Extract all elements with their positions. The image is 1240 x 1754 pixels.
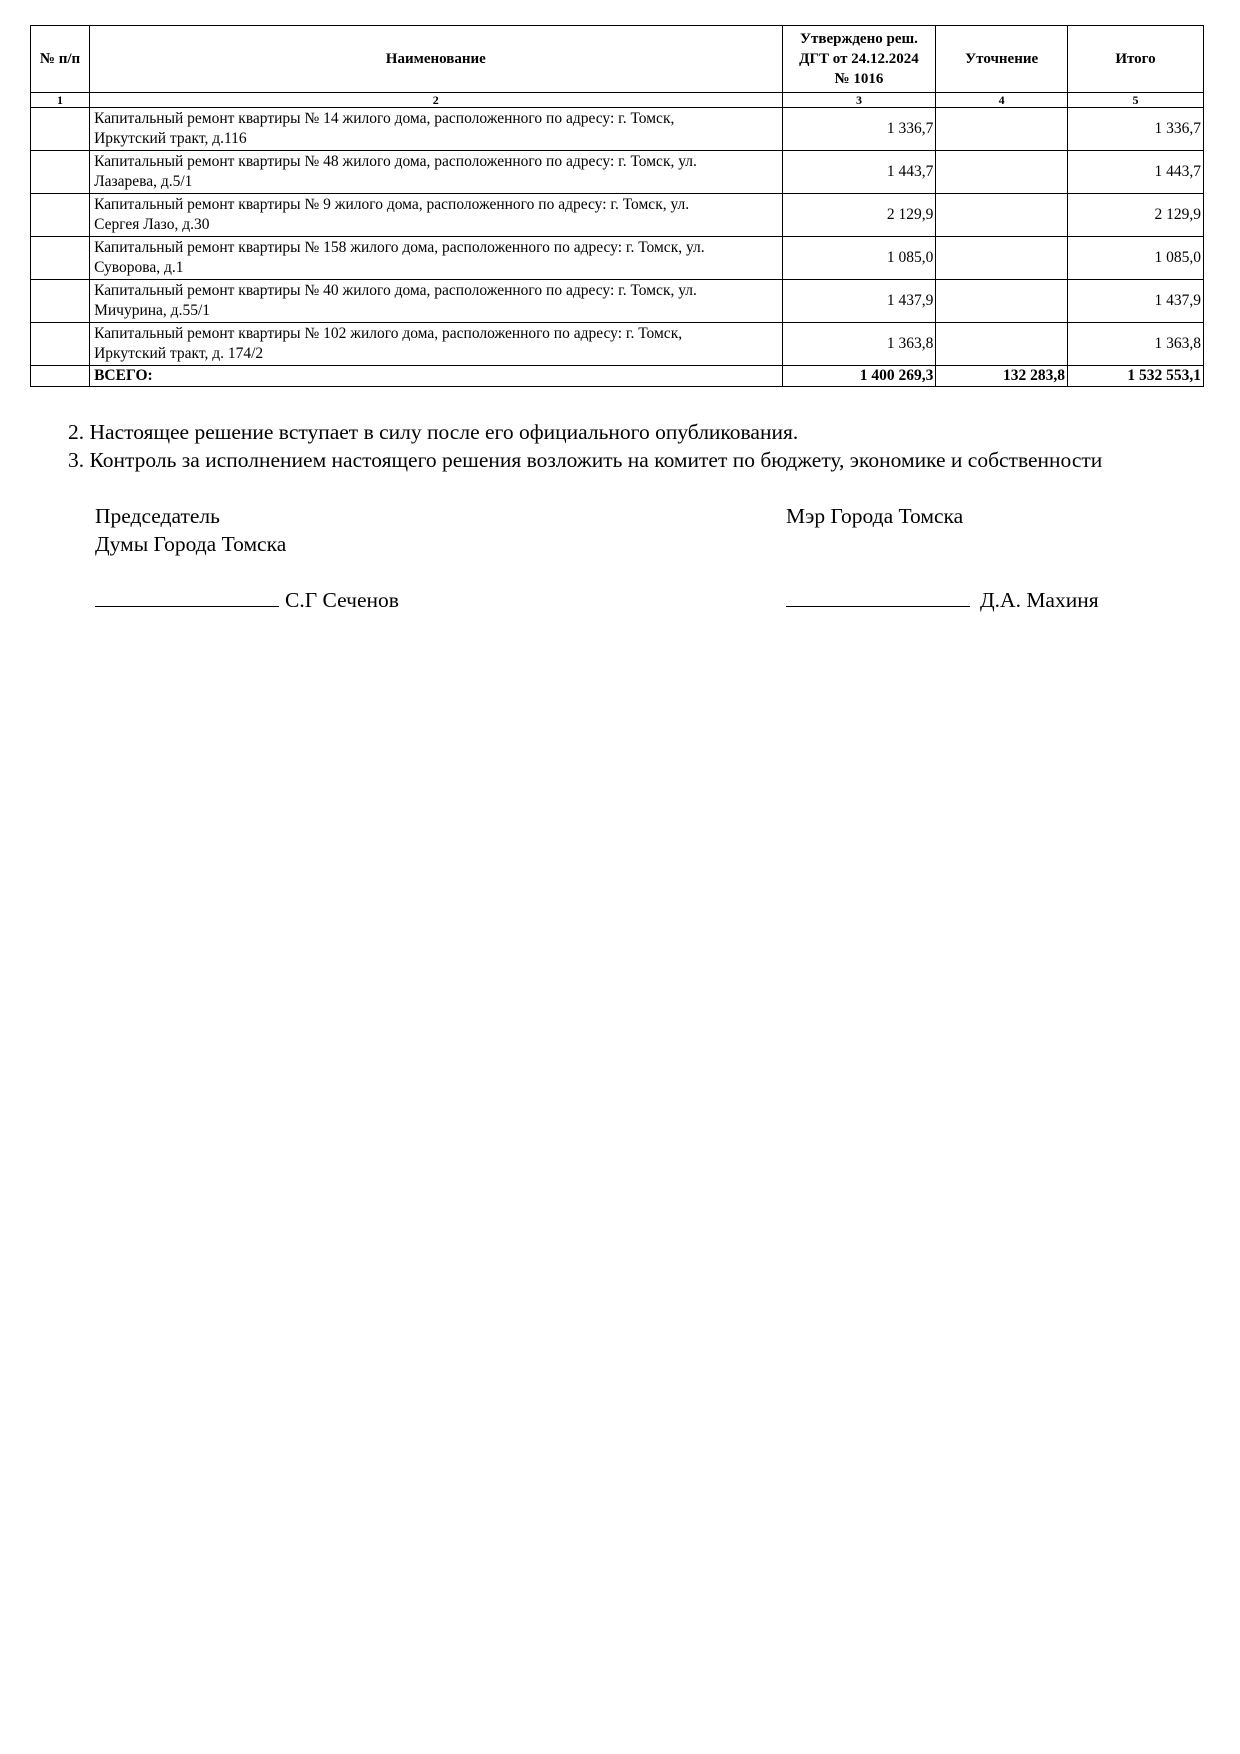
total-clarification: 132 283,8 xyxy=(936,366,1068,387)
chairman-title-line2: Думы Города Томска xyxy=(95,532,287,556)
chairman-title-line1: Председатель xyxy=(95,504,220,528)
cell-name-line1: Капитальный ремонт квартиры № 158 жилого дома, расположенного по адресу: г. Томск, ул. xyxy=(94,239,705,256)
cell-name-line1: Капитальный ремонт квартиры № 102 жилого дома, расположенного по адресу: г. Томск, xyxy=(94,325,683,342)
column-numbers-row xyxy=(31,93,1204,108)
cell-name-line2: Суворова, д.1 xyxy=(94,259,184,276)
cell-name-line2: Мичурина, д.55/1 xyxy=(94,302,211,319)
cell-clarification xyxy=(936,151,1068,194)
column-number: 3 xyxy=(782,93,936,108)
cell-num xyxy=(31,280,90,323)
cell-approved: 1 085,0 xyxy=(782,237,936,280)
cell-approved: 1 363,8 xyxy=(782,323,936,366)
cell-name xyxy=(90,108,782,151)
header-num: № п/п xyxy=(31,26,90,93)
column-number: 1 xyxy=(31,93,90,108)
paragraph-3: 3. Контроль за исполнением настоящего решения возложить на комитет по бюджету, экономике и собственности xyxy=(68,448,1103,472)
header-name: Наименование xyxy=(90,26,782,93)
cell-approved: 1 437,9 xyxy=(782,280,936,323)
mayor-signature xyxy=(786,586,1099,614)
column-number: 4 xyxy=(936,93,1068,108)
column-number: 5 xyxy=(1067,93,1203,108)
cell-total: 1 443,7 xyxy=(1067,151,1203,194)
cell-approved: 1 443,7 xyxy=(782,151,936,194)
chairman-signature-line xyxy=(95,586,279,607)
cell-clarification xyxy=(936,323,1068,366)
chairman-signature xyxy=(95,586,399,614)
cell-name-line2: Лазарева, д.5/1 xyxy=(94,173,193,190)
cell-name xyxy=(90,151,782,194)
chairman-name: С.Г Сеченов xyxy=(285,588,399,612)
cell-clarification xyxy=(936,194,1068,237)
cell-total: 1 363,8 xyxy=(1067,323,1203,366)
total-label: ВСЕГО: xyxy=(90,366,782,387)
cell-name xyxy=(90,280,782,323)
table-row xyxy=(31,280,1204,323)
cell-total: 2 129,9 xyxy=(1067,194,1203,237)
table-row xyxy=(31,237,1204,280)
cell-clarification xyxy=(936,280,1068,323)
cell-name xyxy=(90,237,782,280)
cell-name xyxy=(90,194,782,237)
cell-name-line2: Иркутский тракт, д.116 xyxy=(94,130,247,147)
cell-total: 1 336,7 xyxy=(1067,108,1203,151)
cell-clarification xyxy=(936,237,1068,280)
table-row xyxy=(31,194,1204,237)
paragraph-2: 2. Настоящее решение вступает в силу после его официального опубликования. xyxy=(68,420,799,444)
cell-name-line1: Капитальный ремонт квартиры № 14 жилого дома, расположенного по адресу: г. Томск, xyxy=(94,110,675,127)
cell-name-line2: Иркутский тракт, д. 174/2 xyxy=(94,345,264,362)
header-approved-line1: Утверждено реш. xyxy=(799,31,918,47)
total-approved: 1 400 269,3 xyxy=(782,366,936,387)
table-row xyxy=(31,151,1204,194)
cell-total: 1 437,9 xyxy=(1067,280,1203,323)
cell-name xyxy=(90,323,782,366)
mayor-signature-line xyxy=(786,586,970,607)
header-approved-line2: ДГТ от 24.12.2024 xyxy=(799,51,919,67)
header-approved xyxy=(782,26,936,93)
cell-approved: 1 336,7 xyxy=(782,108,936,151)
cell-approved: 2 129,9 xyxy=(782,194,936,237)
cell-name-line2: Сергея Лазо, д.30 xyxy=(94,216,210,233)
mayor-name: Д.А. Махиня xyxy=(980,588,1099,612)
table-row xyxy=(31,108,1204,151)
cell-clarification xyxy=(936,108,1068,151)
cell-name-line1: Капитальный ремонт квартиры № 48 жилого дома, расположенного по адресу: г. Томск, ул. xyxy=(94,153,697,170)
cell-total: 1 085,0 xyxy=(1067,237,1203,280)
mayor-title: Мэр Города Томска xyxy=(786,504,964,528)
table-header-row xyxy=(31,26,1204,93)
cell-num xyxy=(31,237,90,280)
budget-table xyxy=(30,25,1204,387)
column-number: 2 xyxy=(90,93,782,108)
header-approved-line3: № 1016 xyxy=(834,71,884,87)
cell-num xyxy=(31,151,90,194)
table-row xyxy=(31,323,1204,366)
cell-num xyxy=(31,323,90,366)
total-row xyxy=(31,366,1204,387)
header-total: Итого xyxy=(1067,26,1203,93)
header-clarification: Уточнение xyxy=(936,26,1068,93)
cell-name-line1: Капитальный ремонт квартиры № 9 жилого дома, расположенного по адресу: г. Томск, ул. xyxy=(94,196,690,213)
cell-name-line1: Капитальный ремонт квартиры № 40 жилого дома, расположенного по адресу: г. Томск, ул. xyxy=(94,282,697,299)
cell-num xyxy=(31,194,90,237)
cell-num xyxy=(31,108,90,151)
total-total: 1 532 553,1 xyxy=(1067,366,1203,387)
total-num-cell xyxy=(31,366,90,387)
